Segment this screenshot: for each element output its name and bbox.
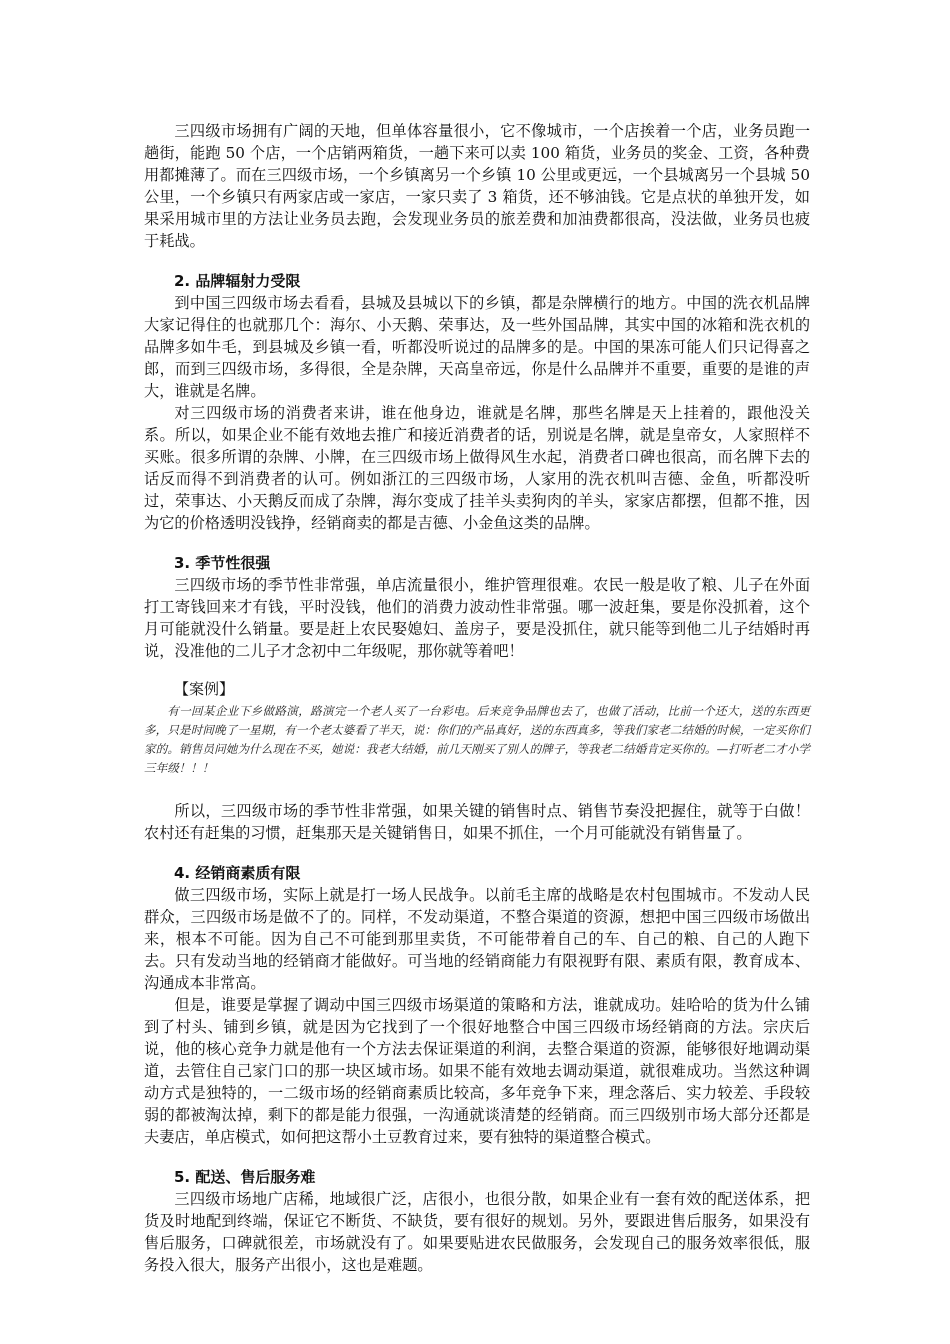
paragraph-market-capacity: 三四级市场拥有广阔的天地，但单体容量很小，它不像城市，一个店挨着一个店，业务员跑一趟街，能跑 50 个店，一个店销两箱货，一趟下来可以卖 100 箱货，业务员的奖金、工资，各种费用都摊薄了。而在三四级市场，一个乡镇离另一个乡镇 10 公里或更远，一个县城离另一个县城 50 公里，一个乡镇只有两家店或一家店，一家只卖了 3 箱货，还不够油钱。它是点状的单独开发，如果采用城市里的方法让业务员去跑，会发现业务员的旅差费和加油费都很高，没法做，业务员也疲于耗战。 <box>144 122 810 250</box>
paragraph-seasonality-1: 三四级市场的季节性非常强，单店流量很小，维护管理很难。农民一般是收了粮、儿子在外面打工寄钱回来才有钱，平时没钱，他们的消费力波动性非常强。哪一波赶集，要是你没抓着，这个月可能就没什么销量。要是赶上农民娶媳妇、盖房子，要是没抓住，就只能等到他二儿子结婚时再说，没准他的二儿子才念初中二年级呢，那你就等着吧！ <box>144 576 810 660</box>
paragraph-seasonality-2: 所以，三四级市场的季节性非常强，如果关键的销售时点、销售节奏没把握住，就等于白做！农村还有赶集的习惯，赶集那天是关键销售日，如果不抓住，一个月可能就没有销售量了。 <box>144 802 810 842</box>
paragraph-brand-1: 到中国三四级市场去看看，县城及县城以下的乡镇，都是杂牌横行的地方。中国的洗衣机品牌大家记得住的也就那几个：海尔、小天鹅、荣事达，及一些外国品牌，其实中国的冰箱和洗衣机的品牌多如牛毛，到县城及乡镇一看，听都没听说过的品牌多的是。中国的果冻可能人们只记得喜之郎，而到三四级市场，多得很，全是杂牌，天高皇帝远，你是什么品牌并不重要，重要的是谁的声大，谁就是名牌。 <box>144 294 810 400</box>
heading-delivery-service: 5. 配送、售后服务难 <box>174 1168 316 1186</box>
paragraph-distributor-1: 做三四级市场，实际上就是打一场人民战争。以前毛主席的战略是农村包围城市。不发动人民群众，三四级市场是做不了的。同样，不发动渠道，不整合渠道的资源，想把中国三四级市场做出来，根本不可能。因为自己不可能到那里卖货，不可能带着自己的车、自己的粮、自己的人跑下去。只有发动当地的经销商才能做好。可当地的经销商能力有限视野有限、素质有限，教育成本、沟通成本非常高。 <box>144 886 810 992</box>
case-text: 有一回某企业下乡做路演，路演完一个老人买了一台彩电。后来竞争品牌也去了，也做了活动，比前一个还大，送的东西更多，只是时间晚了一星期，有一个老太婆看了半天，说：你们的产品真好，送的东西真多，等我们家老二结婚的时候，一定买你们家的。销售员问她为什么现在不买，她说：我老大结婚，前几天刚买了别人的牌子，等我老二结婚肯定买你的。—打听老二才小学三年级！！！ <box>144 704 810 775</box>
heading-distributor-quality: 4. 经销商素质有限 <box>174 864 301 882</box>
paragraph-delivery: 三四级市场地广店稀，地域很广泛，店很小，也很分散，如果企业有一套有效的配送体系，把货及时地配到终端，保证它不断货、不缺货，要有很好的规划。另外，要跟进售后服务，如果没有售后服务，口碑就很差，市场就没有了。如果要贴进农民做服务，会发现自己的服务效率很低，服务投入很大，服务产出很小，这也是难题。 <box>144 1190 810 1274</box>
heading-seasonality: 3. 季节性很强 <box>174 554 271 572</box>
paragraph-distributor-2: 但是，谁要是掌握了调动中国三四级市场渠道的策略和方法，谁就成功。娃哈哈的货为什么铺到了村头、铺到乡镇，就是因为它找到了一个很好地整合中国三四级市场经销商的方法。宗庆后说，他的核心竞争力就是他有一个方法去保证渠道的利润，去整合渠道的资源，能够很好地调动渠道，去管住自己家门口的那一块区域市场。如果不能有效地去调动渠道，就很难成功。当然这种调动方式是独特的，一二级市场的经销商素质比较高，多年竞争下来，理念落后、实力较差、手段较弱的都被淘汰掉，剩下的都是能力很强，一沟通就谈清楚的经销商。而三四级别市场大部分还都是夫妻店，单店模式，如何把这帮小土豆教育过来，要有独特的渠道整合模式。 <box>144 996 810 1146</box>
paragraph-brand-2: 对三四级市场的消费者来讲，谁在他身边，谁就是名牌，那些名牌是天上挂着的，跟他没关系。所以，如果企业不能有效地去推广和接近消费者的话，别说是名牌，就是皇帝女，人家照样不买账。很多所谓的杂牌、小牌，在三四级市场上做得风生水起，消费者口碑也很高，而名牌下去的话反而得不到消费者的认可。例如浙江的三四级市场，人家用的洗衣机叫吉德、金鱼，听都没听过，荣事达、小天鹅反而成了杂牌，海尔变成了挂羊头卖狗肉的羊头，家家店都摆，但都不推，因为它的价格透明没钱挣，经销商卖的都是吉德、小金鱼这类的品牌。 <box>144 404 810 532</box>
document-page <box>144 120 810 1276</box>
heading-brand-radiation: 2. 品牌辐射力受限 <box>174 272 301 290</box>
case-label: 【案例】 <box>174 680 235 698</box>
